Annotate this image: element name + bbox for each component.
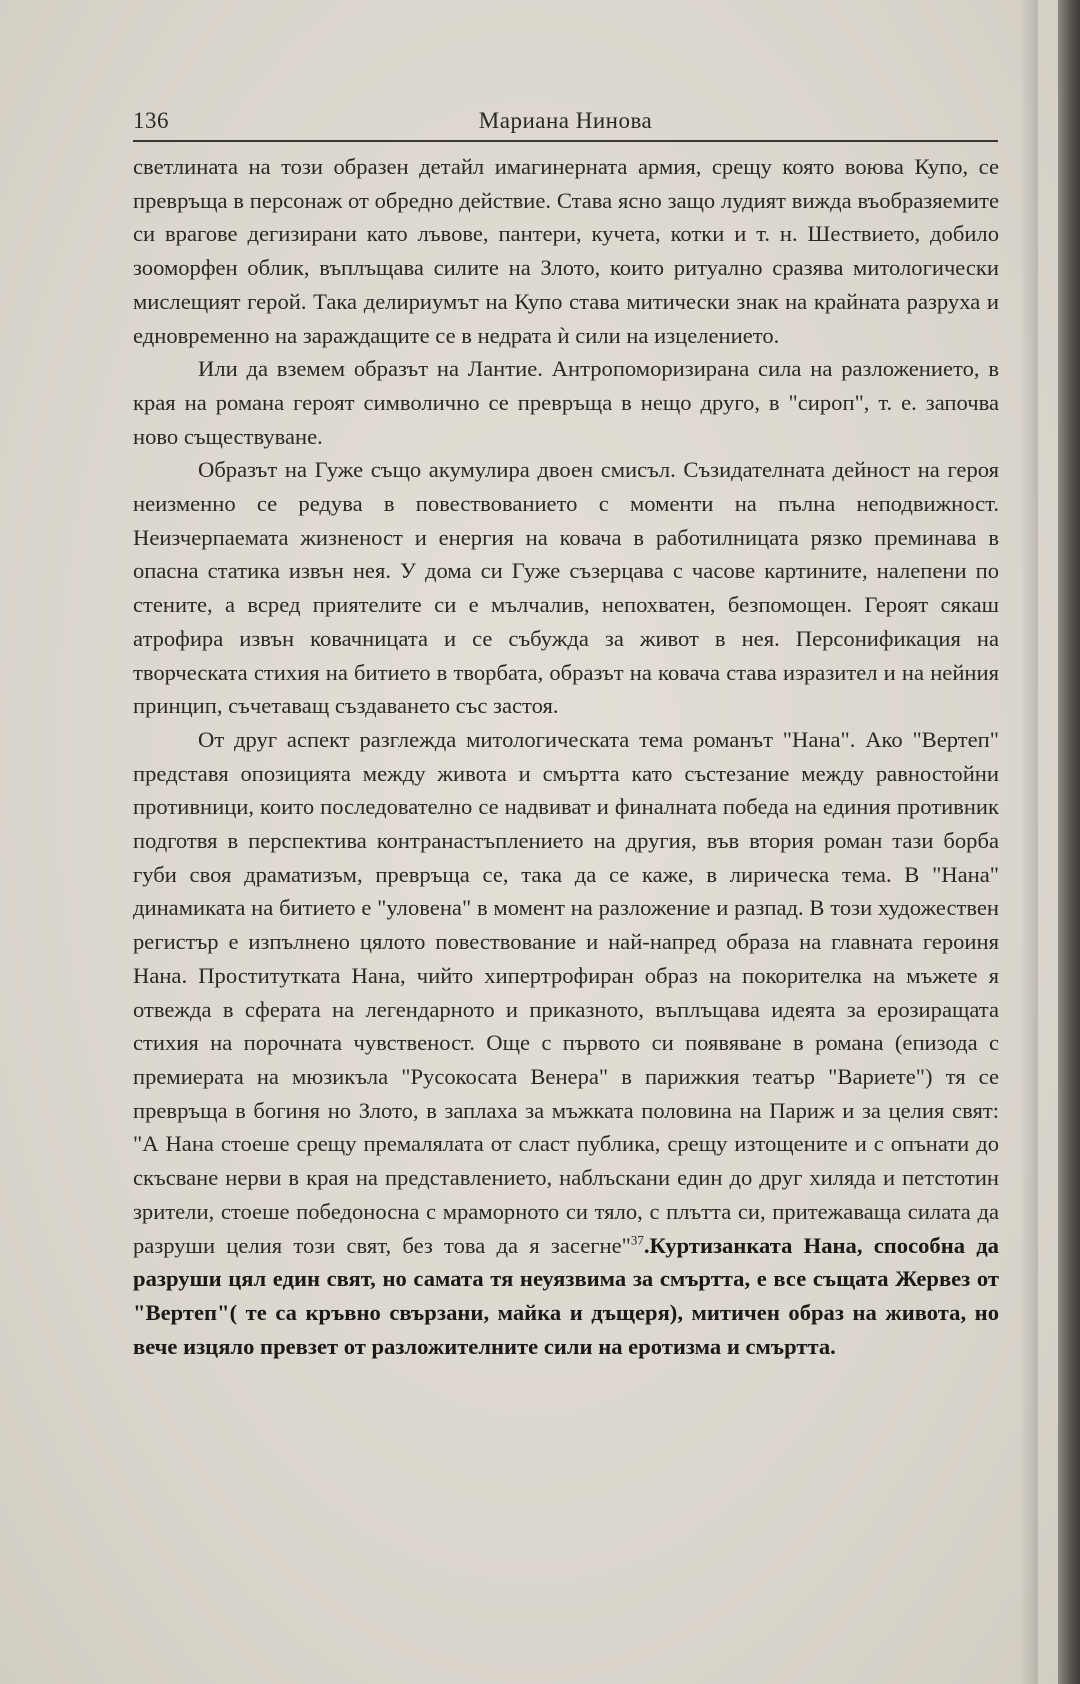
paragraph-4-main: От друг аспект разглежда митологическата тема романът "Нана". Ако "Вертеп" представя опозицията между живота и смъртта като състезание между равностойни противници, които последователно се надвиват и финалната победа на единия противник подготвя в перспектива контранастъплението на другия, във втория роман тази борба губи своя драматизъм, превръща се, така да се каже, в лирическа тема. В "Нана" динамиката на битието е "уловена" в момент на разложение и разпад. В този художествен регистър е изпълнено цялото повествование и най-напред образа на главната героиня Нана. Проституткатa Нана, чийто хипертрофиран образ на покорителка на мъжете я отвежда в сферата на легендарното и приказното, въплъщава идеята за ерозиращата стихия на порочната чувственост. Още с първото си появяване в романа (епизода с премиерата на мюзикъла "Русокосата Венера" в парижкия театър "Вариете") тя се превръща в богиня но Злото, в заплаха за мъжката половина на Париж и за целия свят: "А Нана стоеше срещу премалялата от сласт публика, срещу изтощените и с опънати до скъсване нерви в края на представлението, наблъскани един до друг хиляда и петстотин зрители, стоеше победоносна с мраморното си тяло, с плътта си, притежаваща силата да разруши целия този свят, без това да я засегне" <box>133 726 999 1258</box>
page-gutter-shadow <box>1020 0 1038 1684</box>
paragraph-4 <box>133 723 999 1363</box>
page-header <box>133 108 998 142</box>
book-edge <box>1058 0 1080 1684</box>
paragraph-3: Образът на Гуже също акумулира двоен смисъл. Съзидателната дейност на героя неизменно се редува в повествованието с моменти на пълна неподвижност. Неизчерпаемата жизненост и енергия на ковача в работилницата рязко преминава в опасна статика извън нея. У дома си Гуже съзерцава с часове картините, налепени по стените, а всред приятелите си е мълчалив, непохватен, безпомощен. Героят сякаш атрофира извън ковачницата и се събужда за живот в нея. Персонификация на творческата стихия на битието в творбата, образът на ковача става изразител и на нейния принцип, съчетаващ създаването със застоя. <box>133 457 999 719</box>
header-rule <box>133 140 998 142</box>
footnote-ref: 37 <box>630 1231 644 1247</box>
running-head: Мариана Нинова <box>478 108 653 133</box>
paragraph-2: Или да вземем образът на Лантие. Антропоморизирана сила на разложението, в края на романа героят символично се превръща в нещо друго, в "сироп", т. е. започва ново съществуване. <box>133 356 999 449</box>
body-text <box>133 150 999 1363</box>
page-number: 136 <box>133 108 169 133</box>
paragraph-4-tail: .Куртизанката Нана, способна да разруши цял един свят, но самата тя неуязвима за смъртта, е все същата Жервез от "Вертеп"( те са кръвно свързани, майка и дъщеря), митичен образ на живота, но вече изцяло превзет от разложителните сили на еротизма и смъртта. <box>133 1232 999 1359</box>
paragraph-1: светлината на този образен детайл имагинерната армия, срещу която воюва Купо, се превръща в персонаж от обредно действие. Става ясно защо лудият вижда въобразяемите си врагове дегизирани като лъвове, пантери, кучета, котки и т. н. Шествието, добило зооморфен облик, въплъщава силите на Злото, които ритуално сразява митологически мислещият герой. Така делириумът на Купо става митически знак на крайната разруха и едновременно на зараждащите се в недрата ѝ сили на изцелението. <box>133 154 999 348</box>
